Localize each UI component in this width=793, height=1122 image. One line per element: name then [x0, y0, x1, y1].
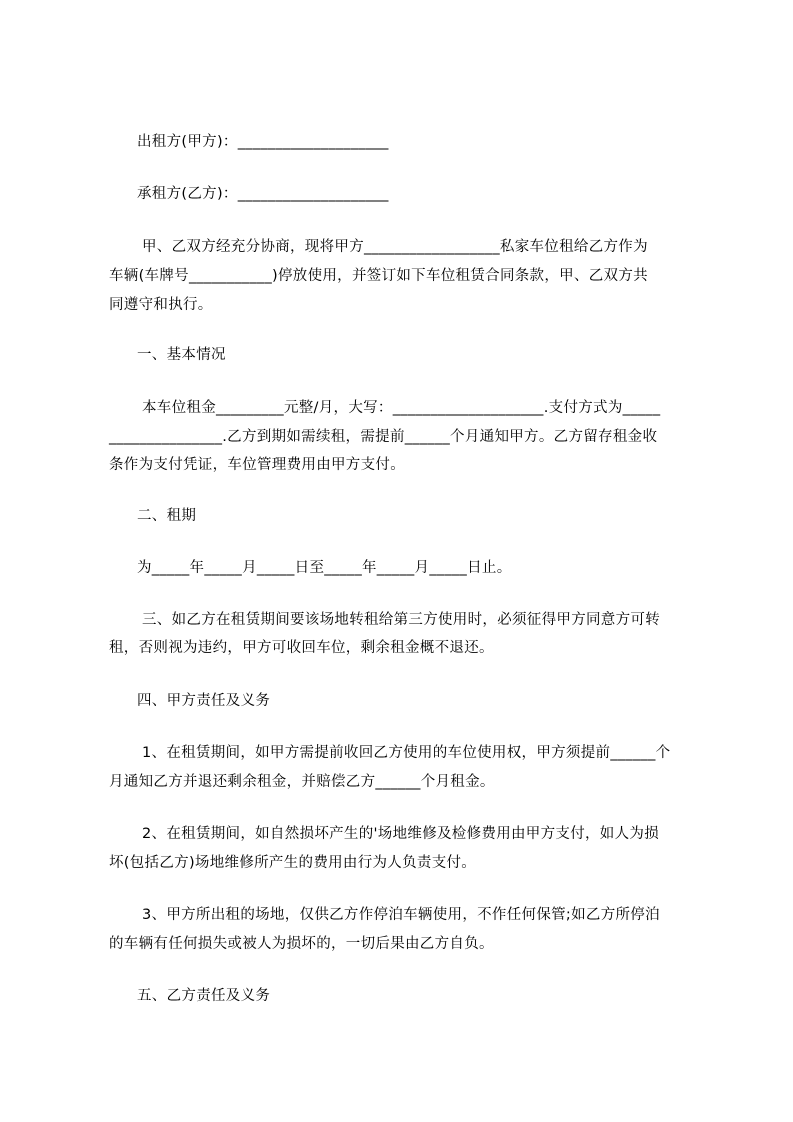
section3-line-2: 租，否则视为违约，甲方可收回车位，剩余租金概不退还。	[109, 640, 494, 656]
section2-line: 为_____年_____月_____日至_____年_____月_____日止。	[137, 560, 512, 576]
section3-line-1: 三、如乙方在租赁期间要该场地转租给第三方使用时，必须征得甲方同意方可转	[142, 612, 660, 628]
section4-item3-line-2: 的车辆有任何损失或被人为损坏的，一切后果由乙方自负。	[109, 936, 494, 952]
lessee-line: 承租方(乙方)：____________________	[137, 186, 389, 202]
section4-item1-line-2: 月通知乙方并退还剩余租金，并赔偿乙方______个月租金。	[109, 774, 495, 790]
intro-line-3: 同遵守和执行。	[109, 297, 213, 313]
section2-title: 二、租期	[137, 508, 197, 524]
lessor-line: 出租方(甲方)：____________________	[137, 134, 389, 150]
intro-line-1: 甲、乙双方经充分协商，现将甲方__________________私家车位租给乙方作为	[142, 239, 648, 255]
section1-line-2: _______________.乙方到期如需续租，需提前______个月通知甲方。乙方留存租金收	[109, 429, 658, 445]
section4-title: 四、甲方责任及义务	[137, 693, 271, 709]
intro-line-2: 车辆(车牌号___________)停放使用，并签订如下车位租赁合同条款，甲、乙双方共	[109, 268, 648, 284]
section4-item3-line-1: 3、甲方所出租的场地，仅供乙方作停泊车辆使用，不作任何保管;如乙方所停泊	[142, 907, 660, 923]
section1-line-3: 条作为支付凭证，车位管理费用由甲方支付。	[109, 457, 405, 473]
section5-title: 五、乙方责任及义务	[137, 988, 271, 1004]
section1-title: 一、基本情况	[137, 347, 226, 363]
section4-item2-line-2: 坏(包括乙方)场地维修所产生的费用由行为人负责支付。	[109, 855, 477, 871]
section4-item2-line-1: 2、在租赁期间，如自然损坏产生的'场地维修及检修费用由甲方支付，如人为损	[142, 826, 660, 842]
section1-line-1: 本车位租金_________元整/月，大写：____________________.支付方式为_____	[142, 400, 661, 416]
section4-item1-line-1: 1、在租赁期间，如甲方需提前收回乙方使用的车位使用权，甲方须提前______个	[142, 745, 671, 761]
